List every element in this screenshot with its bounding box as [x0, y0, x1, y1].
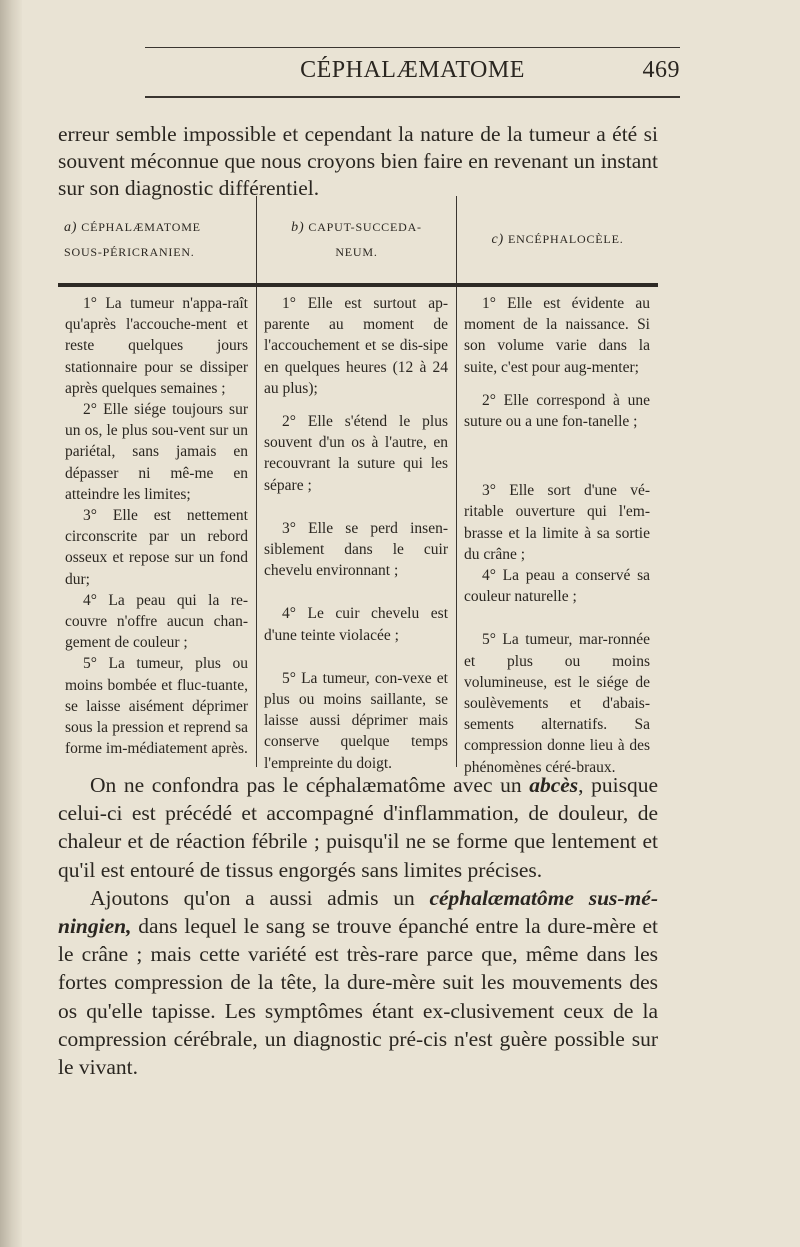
list-item: 1° Elle est évidente au moment de la naissance. Si son volume varie dans la suite, c'est pour aug-menter; — [464, 295, 650, 376]
text-run: dans lequel le sang se trouve épanché entre la dure-mère et le crâne ; mais cette variété est très-rare parce que, même dans les fortes compression de la tête, la dure-mère suit les mouvements des os qu'elle tapisse. Les symptômes étant ex-clusivement ceux de la compression cérébrale, un diagnostic pré-cis n'est guère possible sur le vivant. — [58, 914, 658, 1080]
header-rule-bottom — [145, 96, 680, 98]
column-title: CÉPHALÆMATOME — [81, 220, 201, 234]
table-body — [58, 287, 658, 776]
list-item: 3° Elle sort d'une vé-ritable ouverture qui l'em-brasse et la limite à sa sortie du crâne ; — [464, 482, 650, 563]
list-item: 2° Elle s'étend le plus souvent d'un os à l'autre, en recouvrant la suture qui les sépare ; — [264, 413, 448, 494]
list-item: 2° Elle correspond à une suture ou a une fon-tanelle ; — [464, 391, 650, 431]
running-head — [145, 57, 680, 91]
column-header-a — [58, 196, 256, 283]
page-spine-shadow — [0, 0, 22, 1247]
list-item: 1° Elle est surtout ap-parente au moment de l'accouchement et se dis-sipe en quelques heures (12 à 24 au plus); — [264, 295, 448, 397]
intro-paragraph — [58, 121, 658, 202]
list-item: 5° La tumeur, con-vexe et plus ou moins saillante, se laisse aussi déprimer mais conserve quelque temps l'empreinte du doigt. — [264, 669, 448, 772]
text-run: Ajoutons qu'on a aussi admis un — [90, 885, 430, 910]
list-item: 3° Elle se perd insen-siblement dans le cuir chevelu environnant ; — [264, 519, 448, 580]
table-header — [58, 196, 658, 287]
list-item: 5° La tumeur, plus ou moins bombée et fluc-tuante, se laisse aisément déprimer sous la pression et reprend sa forme im-médiatement après. — [65, 655, 248, 758]
running-title: CÉPHALÆMATOME — [300, 57, 525, 83]
page-number: 469 — [642, 57, 680, 83]
paragraph-sus-meningien — [58, 884, 658, 1081]
list-item: 4° La peau a conservé sa couleur naturelle ; — [464, 567, 650, 606]
emphasis-term: céphalæmatôme sus-mé-ningien, — [58, 885, 658, 939]
paragraph-abces — [58, 771, 658, 884]
text-run: On ne confondra pas le céphalæmatôme avec un — [90, 773, 530, 797]
list-item: 4° La peau qui la re-couvre n'offre aucun chan-gement de couleur ; — [65, 591, 248, 652]
column-letter: c) — [491, 232, 504, 247]
list-item: 5° La tumeur, mar-ronnée et plus ou moins volumineuse, est le siége de soulèvements et d'abais-sements alternatifs. Sa compression donne lieu à des phénomènes céré-braux. — [464, 631, 650, 776]
column-letter: a) — [64, 220, 78, 235]
column-letter: b) — [291, 220, 305, 235]
column-title: ENCÉPHALOCÈLE. — [507, 232, 624, 246]
text-run: , puisque celui-ci est précédé et accompagné d'inflammation, de douleur, de chaleur et de réaction fébrile ; puisqu'il ne se forme que lentement et qu'il est entouré de tissus engorgés sans limites précises. — [58, 773, 658, 882]
column-title: CAPUT-SUCCEDA- — [308, 220, 422, 234]
list-item: 4° Le cuir chevelu est d'une teinte violacée ; — [264, 605, 448, 644]
column-header-c — [456, 196, 658, 283]
list-item: 1° La tumeur n'appa-raît qu'après l'accouche-ment et reste quelques jours stationnaire pour se dissiper après quelques semaines ; — [65, 295, 248, 397]
diagnosis-table — [58, 196, 658, 776]
list-item: 3° Elle est nettement circonscrite par un rebord osseux et repose sur un fond dur; — [65, 507, 248, 588]
column-title-line2: SOUS-PÉRICRANIEN. — [64, 245, 195, 259]
column-a-cell — [58, 287, 256, 767]
column-c-cell — [456, 287, 658, 776]
emphasis-term: abcès — [529, 773, 579, 797]
column-header-b — [256, 196, 456, 283]
column-b-cell — [256, 287, 456, 772]
intro-text: erreur semble impossible et cependant la nature de la tumeur a été si souvent méconnue que nous croyons bien faire en revenant un instant sur son diagnostic différentiel. — [58, 122, 658, 200]
body-text — [58, 771, 658, 1081]
list-item: 2° Elle siége toujours sur un os, le plus sou-vent sur un pariétal, sans jamais en dépasser ni mê-me en atteindre les limites; — [65, 401, 248, 503]
column-title-line2: NEUM. — [335, 245, 378, 259]
header-rule-top — [145, 47, 680, 48]
